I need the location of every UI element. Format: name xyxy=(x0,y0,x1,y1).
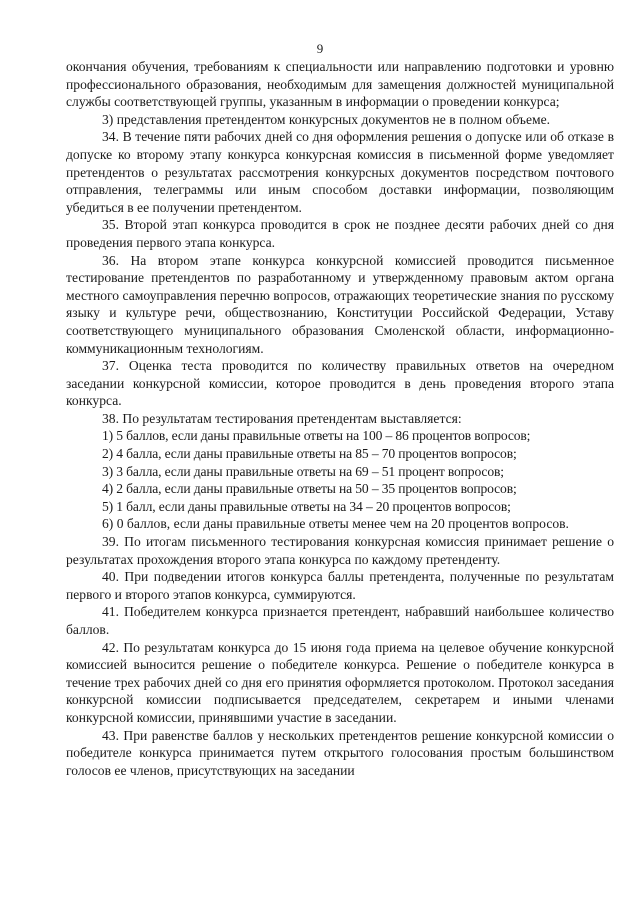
paragraph: 34. В течение пяти рабочих дней со дня оформления решения о допуске или об отказе в допуске ко второму этапу конкурса конкурсная комиссия в письменной форме уведомляет претендентов о результатах рассмотрения конкурсных документов посредством почтового отправления, телеграммы или иным способом доставки информации, позволяющим убедиться в ее получении претендентом. xyxy=(66,129,614,215)
list-item: 2) 4 балла, если даны правильные ответы на 85 – 70 процентов вопросов; xyxy=(102,446,517,462)
list-item: 1) 5 баллов, если даны правильные ответы на 100 – 86 процентов вопросов; xyxy=(102,428,531,444)
document-body xyxy=(66,58,614,779)
paragraph: 35. Второй этап конкурса проводится в срок не позднее десяти рабочих дней со дня проведения первого этапа конкурса. xyxy=(66,217,614,250)
paragraph: 37. Оценка теста проводится по количеству правильных ответов на очередном заседании конкурсной комиссии, которое проводится в день проведения второго этапа конкурса. xyxy=(66,358,614,409)
list-item: 4) 2 балла, если даны правильные ответы на 50 – 35 процентов вопросов; xyxy=(102,481,517,497)
list-item: 3) 3 балла, если даны правильные ответы на 69 – 51 процент вопросов; xyxy=(102,463,504,479)
paragraph: 41. Победителем конкурса признается претендент, набравший наибольшее количество баллов. xyxy=(66,604,614,637)
list-item: 6) 0 баллов, если даны правильные ответы менее чем на 20 процентов вопросов. xyxy=(102,516,569,532)
paragraph: 3) представления претендентом конкурсных документов не в полном объеме. xyxy=(102,111,551,127)
paragraph: 43. При равенстве баллов у нескольких претендентов решение конкурсной комиссии о победителе конкурса принимается путем открытого голосования простым большинством голосов ее членов, присутствующих на заседании xyxy=(66,727,614,778)
paragraph: 40. При подведении итогов конкурса баллы претендента, полученные по результатам первого и второго этапов конкурса, суммируются. xyxy=(66,569,614,602)
page-number: 9 xyxy=(316,41,324,56)
paragraph: 42. По результатам конкурса до 15 июня года приема на целевое обучение конкурсной комиссией выносится решение о победителе конкурса. Решение о победителе конкурса в течение трех рабочих дней со дня его принятия оформляется протоколом. Протокол заседания конкурсной комиссии подписывается председателем, секретарем и иными членами конкурсной комиссии, принявшими участие в заседании. xyxy=(66,639,614,725)
paragraph: 38. По результатам тестирования претендентам выставляется: xyxy=(102,410,462,426)
paragraph: окончания обучения, требованиям к специальности или направлению подготовки и уровню профессионального образования, необходимым для замещения должностей муниципальной службы соответствующей группы, указанным в информации о проведении конкурса; xyxy=(66,59,614,110)
paragraph: 36. На втором этапе конкурса конкурсной комиссией проводится письменное тестирование претендентов по разработанному и утвержденному правовым актом органа местного самоуправления перечню вопросов, отражающих теоретические знания по русскому языку и культуре речи, обществознанию, Конституции Российской Федерации, Уставу соответствующего муниципального образования Смоленской области, информационно-коммуникационным технологиям. xyxy=(66,252,614,356)
paragraph: 39. По итогам письменного тестирования конкурсная комиссия принимает решение о результатах прохождения второго этапа конкурса по каждому претенденту. xyxy=(66,534,614,567)
list-item: 5) 1 балл, если даны правильные ответы на 34 – 20 процентов вопросов; xyxy=(102,498,511,514)
